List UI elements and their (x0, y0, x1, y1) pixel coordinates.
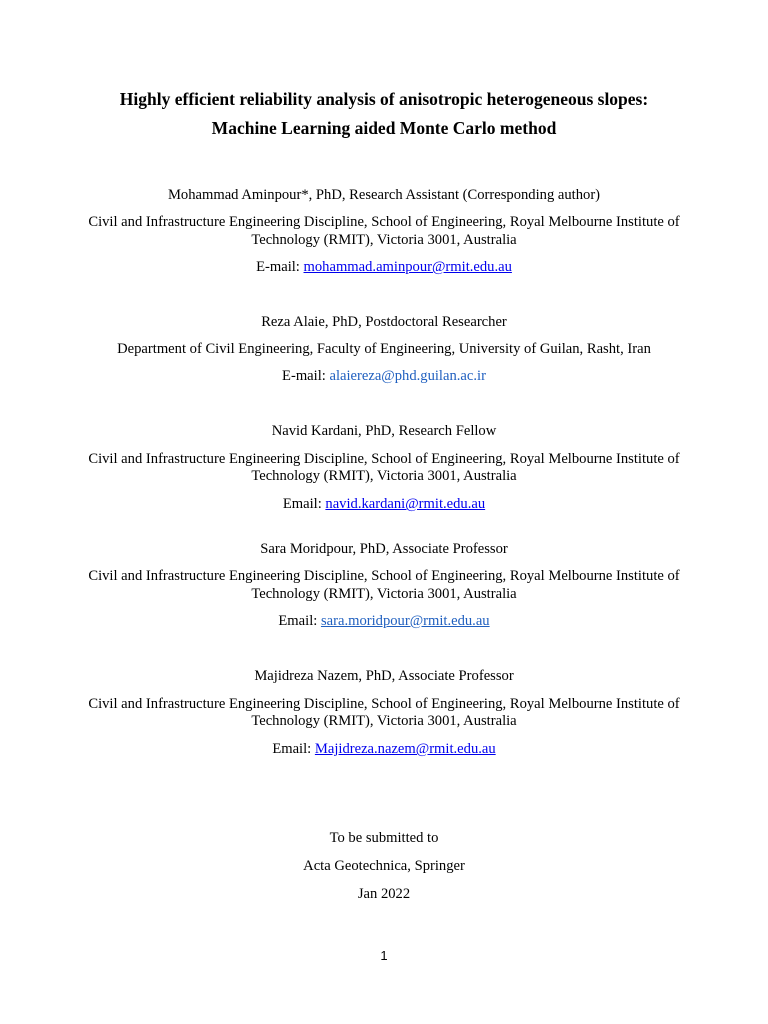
author-5-name: Majidreza Nazem, PhD, Associate Professor (254, 668, 514, 684)
author-3-affiliation-line-1: Civil and Infrastructure Engineering Discipline, School of Engineering, Royal Melbourne Institute of (88, 451, 680, 467)
email-label: Email: (278, 613, 321, 629)
author-2-name: Reza Alaie, PhD, Postdoctoral Researcher (261, 314, 507, 330)
author-3-email-line (0, 495, 768, 513)
author-3-email-link[interactable]: navid.kardani@rmit.edu.au (325, 496, 486, 512)
submission-date: Jan 2022 (357, 886, 411, 902)
page-number: 1 (380, 948, 388, 963)
author-4-affiliation-line-2: Technology (RMIT), Victoria 3001, Australia (251, 586, 517, 602)
submission-journal: Acta Geotechnica, Springer (303, 858, 465, 874)
author-5-affiliation-line-1: Civil and Infrastructure Engineering Discipline, School of Engineering, Royal Melbourne Institute of (88, 696, 680, 712)
author-5-email-line (0, 740, 768, 758)
author-3-affiliation-line-2: Technology (RMIT), Victoria 3001, Australia (251, 468, 517, 484)
author-5-email-link[interactable]: Majidreza.nazem@rmit.edu.au (314, 741, 496, 757)
submission-note: To be submitted to (329, 830, 439, 846)
email-label: E-mail: (282, 368, 330, 384)
author-2-email-line (0, 367, 768, 385)
author-1-affiliation-line-1: Civil and Infrastructure Engineering Discipline, School of Engineering, Royal Melbourne Institute of (88, 214, 680, 230)
author-5-affiliation-line-2: Technology (RMIT), Victoria 3001, Australia (251, 713, 517, 729)
author-4-email-link[interactable]: sara.moridpour@rmit.edu.au (320, 613, 490, 629)
author-2-email-link[interactable]: alaiereza@phd.guilan.ac.ir (329, 368, 486, 384)
author-4-name: Sara Moridpour, PhD, Associate Professor (260, 541, 508, 557)
author-2-affiliation-line-1: Department of Civil Engineering, Faculty of Engineering, University of Guilan, Rasht, Iran (117, 341, 651, 357)
author-1-name: Mohammad Aminpour*, PhD, Research Assistant (Corresponding author) (167, 187, 601, 203)
author-1-affiliation-line-2: Technology (RMIT), Victoria 3001, Australia (251, 232, 517, 248)
paper-title-line-1: Highly efficient reliability analysis of anisotropic heterogeneous slopes: (119, 89, 649, 109)
author-4-affiliation-line-1: Civil and Infrastructure Engineering Discipline, School of Engineering, Royal Melbourne Institute of (88, 568, 680, 584)
author-1-email-line (0, 258, 768, 276)
paper-title-line-2: Machine Learning aided Monte Carlo method (211, 118, 557, 138)
author-4-email-line (0, 612, 768, 630)
author-3-name: Navid Kardani, PhD, Research Fellow (271, 423, 497, 439)
author-1-email-link[interactable]: mohammad.aminpour@rmit.edu.au (303, 259, 512, 275)
email-label: E-mail: (256, 259, 304, 275)
email-label: Email: (282, 496, 326, 512)
email-label: Email: (272, 741, 315, 757)
